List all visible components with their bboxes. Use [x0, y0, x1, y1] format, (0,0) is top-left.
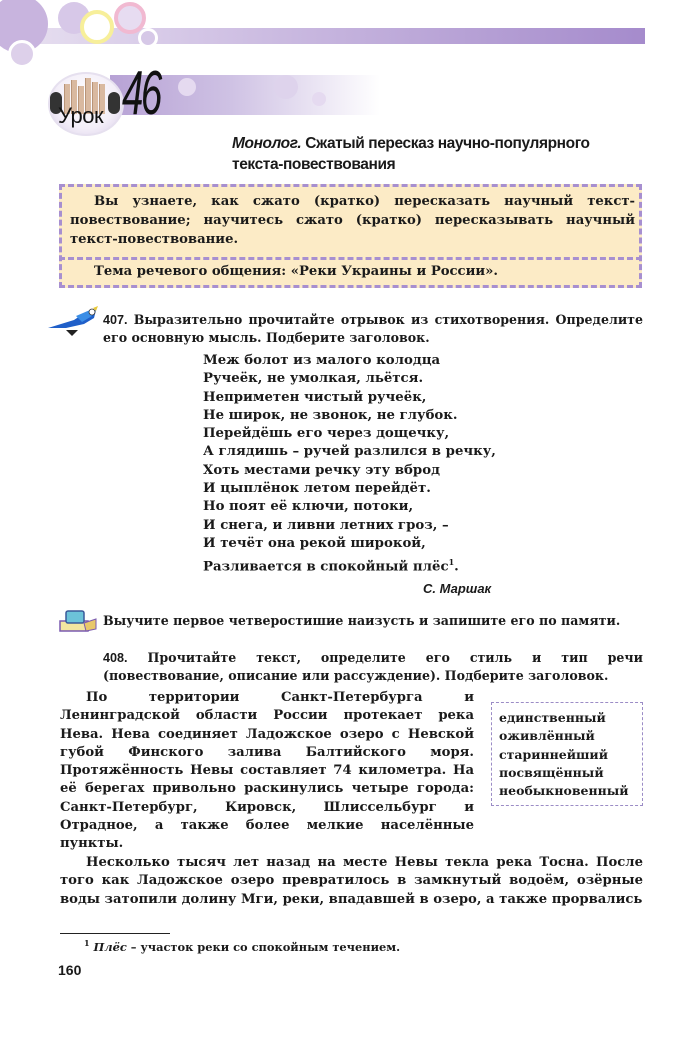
- title-text: Сжатый пересказ научно-популярного текста-повествования: [232, 135, 590, 173]
- poem-line: Не широк, не звонок, не глубок.: [203, 407, 458, 423]
- exercise-number: 408.: [103, 651, 128, 665]
- instruction-text: Прочитайте текст, определите его стиль и тип речи (повествование, описание или рассуждение). Подберите заголовок.: [103, 650, 643, 684]
- deco-circle: [138, 28, 158, 48]
- lesson-label: Урок: [58, 103, 104, 128]
- vocabulary-word: единственный: [499, 710, 606, 725]
- poem-line: Ручеёк, не умолкая, льётся.: [203, 371, 424, 387]
- deco-circle: [8, 40, 36, 68]
- deco-circle: [274, 75, 298, 99]
- page-number: 160: [58, 962, 82, 978]
- poem-line-last: Разливается в спокойный плёс$^1$.: [203, 557, 459, 575]
- text-paragraph-2: Несколько тысяч лет назад на месте Невы текла река Тосна. После того как Ладожское озеро превратилось в замкнутый водоём, озёрные воды затопили долину Мги, реки, впадавшей в озеро, а также прорвались: [60, 855, 643, 907]
- footnote-marker: 1: [448, 557, 455, 568]
- poem-line: И течёт она рекой широкой,: [203, 535, 426, 551]
- goals-divider: [59, 257, 642, 260]
- vocabulary-box: [491, 702, 643, 806]
- poem-line: И цыплёнок летом перейдёт.: [203, 481, 431, 497]
- vocabulary-word: стариннейший: [499, 746, 608, 762]
- title-italic: Монолог.: [232, 135, 302, 152]
- lesson-number: 46: [122, 59, 160, 128]
- deco-circle: [178, 78, 196, 96]
- poem-line: Перейдёшь его через дощечку,: [203, 426, 450, 442]
- goals-text: Вы узнаете, как сжато (кратко) пересказать научный текст-повествование; научитесь сжато (кратко) пересказывать научный текст-повествование.: [70, 194, 635, 247]
- vocabulary-word: посвящённый: [499, 764, 604, 780]
- vocabulary-word: оживлённый: [499, 728, 595, 744]
- footnote: [84, 938, 400, 954]
- poem-line: И снега, и ливни летних гроз, –: [203, 517, 449, 533]
- poem-line: Хоть местами речку эту вброд: [203, 462, 440, 478]
- poem-line: Неприметен чистый ручеёк,: [203, 389, 427, 405]
- poem-line: Меж болот из малого колодца: [203, 353, 441, 368]
- memorize-task: Выучите первое четверостишие наизусть и запишите его по памяти.: [103, 613, 621, 628]
- deco-circle: [80, 10, 114, 44]
- topic-label: Тема речевого общения:: [94, 264, 291, 279]
- poem-line: Но поят её ключи, потоки,: [203, 499, 414, 515]
- exercise-number: 407.: [103, 313, 128, 327]
- page-title: [232, 133, 612, 175]
- footnote-marker: 1: [84, 938, 90, 948]
- deco-circle: [312, 92, 326, 106]
- footnote-divider: [60, 933, 170, 934]
- exercise-408-instruction: [103, 649, 643, 686]
- notebook-icon: [56, 609, 100, 635]
- poem-author: С. Маршак: [423, 581, 492, 596]
- poem-line: А глядишь – ручей разлился в речку,: [203, 444, 496, 460]
- poem: [203, 352, 496, 577]
- vocabulary-word: необыкновенный: [499, 783, 629, 799]
- headphones-icon: [108, 92, 120, 114]
- topic-value: «Реки Украины и России».: [290, 264, 498, 279]
- bird-icon: [46, 306, 102, 342]
- footnote-definition: – участок реки со спокойным течением.: [126, 939, 401, 954]
- poem-line: Разливается в спокойный плёс: [203, 559, 449, 575]
- instruction-text: Выразительно прочитайте отрывок из стихотворения. Определите его основную мысль. Подберите заголовок.: [103, 312, 643, 346]
- footnote-term: Плёс: [93, 939, 127, 954]
- exercise-407-instruction: [103, 311, 643, 348]
- speech-topic: [94, 264, 498, 279]
- text-paragraph-1: По территории Санкт-Петербурга и Ленинградской области России протекает река Нева. Нева соединяет Ладожское озеро с Невской губой Финского залива Балтийского моря. Протяжённость Невы составляет 74 километра. На её берегах привольно раскинулись четыре города: Санкт-Петербург, Кировск, Шлиссельбург и Отрадное, а также более мелкие населённые пункты.: [60, 690, 474, 852]
